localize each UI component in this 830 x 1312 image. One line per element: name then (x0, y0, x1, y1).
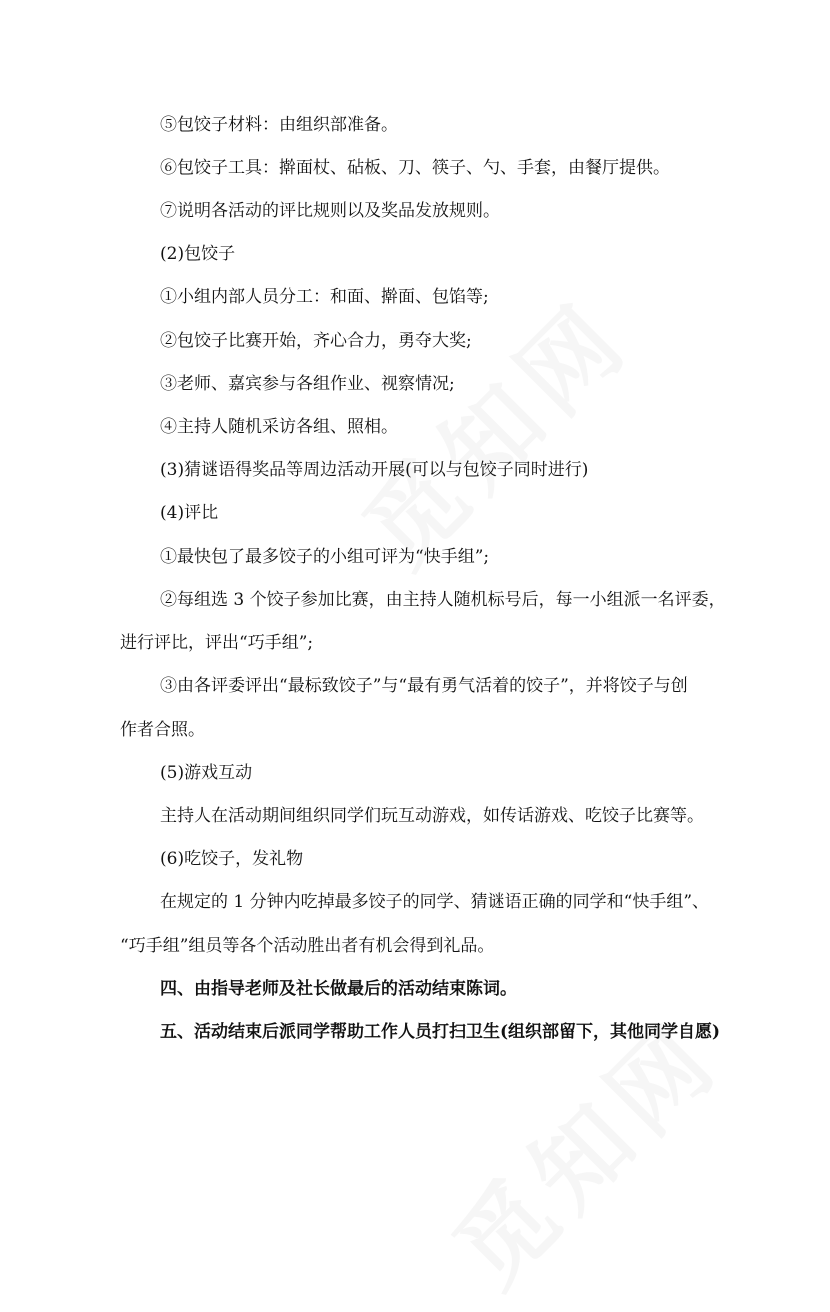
paragraph-line: ④主持人随机采访各组、照相。 (160, 417, 398, 437)
paragraph-line: ⑥包饺子工具：擀面杖、砧板、刀、筷子、勺、手套，由餐厅提供。 (160, 158, 670, 178)
section-heading: (3)猜谜语得奖品等周边活动开展(可以与包饺子同时进行) (160, 460, 589, 480)
paragraph-line: ⑤包饺子材料：由组织部准备。 (160, 115, 398, 135)
section-heading: (2)包饺子 (160, 244, 236, 264)
paragraph-line: ③老师、嘉宾参与各组作业、视察情况; (160, 374, 455, 394)
section-heading: (5)游戏互动 (160, 763, 253, 783)
bold-heading: 五、活动结束后派同学帮助工作人员打扫卫生(组织部留下，其他同学自愿) (160, 1022, 721, 1042)
paragraph-line: ①小组内部人员分工：和面、擀面、包馅等; (160, 287, 489, 307)
section-heading: (6)吃饺子，发礼物 (160, 849, 304, 869)
bold-heading: 四、由指导老师及社长做最后的活动结束陈词。 (160, 979, 517, 999)
paragraph-line: ②每组选 3 个饺子参加比赛，由主持人随机标号后，每一小组派一名评委， (160, 590, 726, 610)
paragraph-line: ⑦说明各活动的评比规则以及奖品发放规则。 (160, 201, 500, 221)
paragraph-line: 作者合照。 (120, 720, 205, 740)
paragraph-line: 进行评比，评出“巧手组”; (120, 633, 314, 653)
paragraph-line: 主持人在活动期间组织同学们玩互动游戏，如传话游戏、吃饺子比赛等。 (160, 806, 704, 826)
paragraph-line: ③由各评委评出“最标致饺子”与“最有勇气活着的饺子”，并将饺子与创 (160, 676, 688, 696)
paragraph-line: “巧手组”组员等各个活动胜出者有机会得到礼品。 (120, 936, 495, 956)
paragraph-line: ①最快包了最多饺子的小组可评为“快手组”; (160, 547, 490, 567)
paragraph-line: 在规定的 1 分钟内吃掉最多饺子的同学、猜谜语正确的同学和“快手组”、 (160, 892, 710, 912)
section-heading: (4)评比 (160, 503, 219, 523)
paragraph-line: ②包饺子比赛开始，齐心合力，勇夺大奖; (160, 331, 472, 351)
